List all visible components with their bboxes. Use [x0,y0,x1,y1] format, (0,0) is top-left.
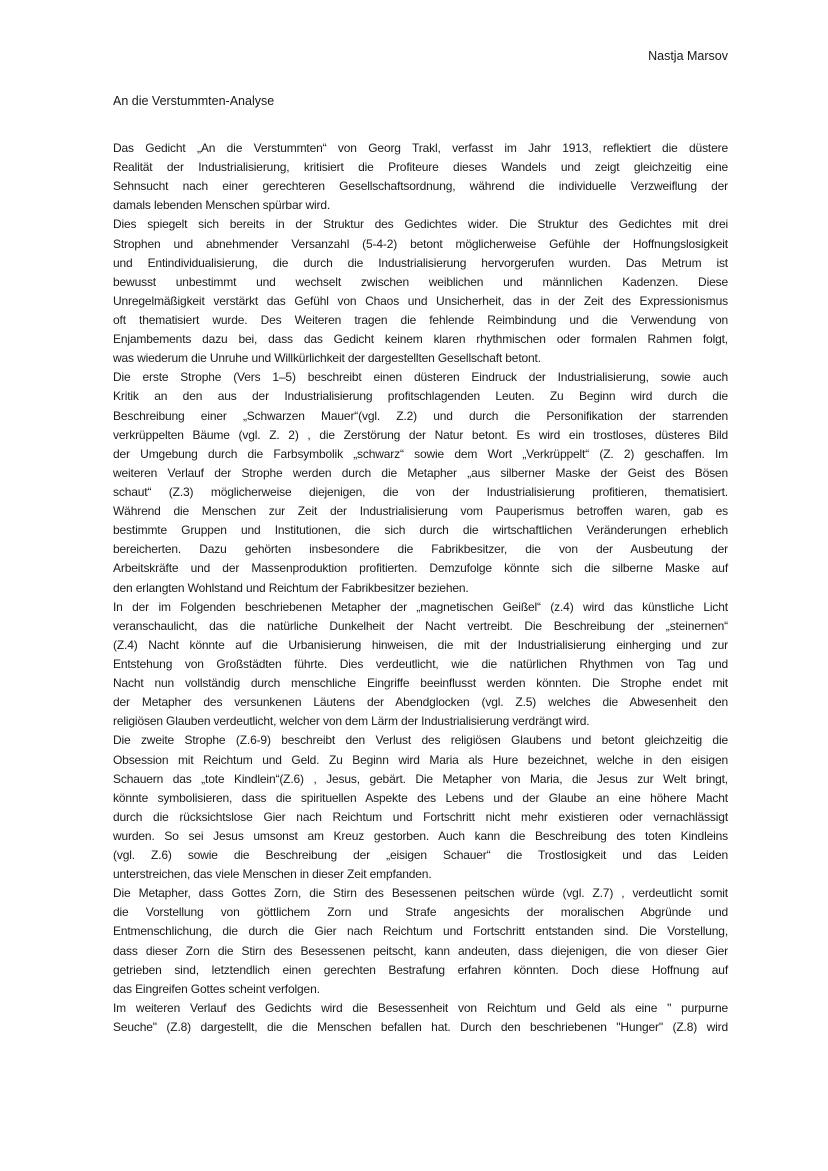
text-line: Unregelmäßigkeit verstärkt das Gefühl von Chaos und Unsicherheit, das in der Zeit des Expressionismus [113,293,728,308]
text-line: Sehnsucht nach einer gerechteren Gesellschaftsordnung, während die individuelle Verzweiflung der [113,179,728,194]
text-line: durch die rücksichtslose Gier nach Reichtum und Fortschritt nicht mehr existieren oder vernachlässigt [113,809,728,824]
text-line: die Vorstellung von göttlichem Zorn und Strafe angesichts der moralischen Abgründe und [113,905,728,920]
paragraph [113,215,728,368]
text-line: und Entindividualisierung, die durch die Industrialisierung hervorgerufen wurden. Das Metrum ist [113,255,728,270]
text-line: oft thematisiert wurde. Des Weiteren tragen die fehlende Reimbindung und die Verwendung von [113,312,728,327]
document-body [113,139,728,1037]
paragraph [113,598,728,732]
text-line: In der im Folgenden beschriebenen Metapher der „magnetischen Geißel“ (z.4) wird das künstliche Licht [113,599,728,614]
text-line: Schauern das „tote Kindlein“(Z.6) , Jesus, gebärt. Die Metapher von Maria, die Jesus zur Welt bringt, [113,771,728,786]
text-line: Enjambements dazu bei, dass das Gedicht keinem klaren rhythmischen oder formalen Rahmen folgt, [113,332,728,347]
document-title: An die Verstummten-Analyse [113,94,275,108]
text-line: Seuche" (Z.8) dargestellt, die die Menschen befallen hat. Durch den beschriebenen "Hunger" (Z.8) wird [113,1020,728,1035]
text-line: Dies spiegelt sich bereits in der Struktur des Gedichtes wider. Die Struktur des Gedichtes mit drei [113,217,728,232]
text-line: Während die Menschen zur Zeit der Industrialisierung vom Pauperismus betroffen waren, gab es [113,504,728,519]
paragraph [113,368,728,597]
text-line: Realität der Industrialisierung, kritisiert die Profiteure dieses Wandels und zeigt gleichzeitig eine [113,160,728,175]
text-line: Die erste Strophe (Vers 1–5) beschreibt einen düsteren Eindruck der Industrialisierung, sowie auch [113,370,728,385]
text-line: das Eingreifen Gottes scheint verfolgen. [113,981,320,996]
text-line: Das Gedicht „An die Verstummten“ von Georg Trakl, verfasst im Jahr 1913, reflektiert die düstere [113,141,728,155]
text-line: (Z.4) Nacht könnte auf die Urbanisierung hinweisen, die mit der Industrialisierung einherging und zur [113,637,728,652]
text-line: den erlangten Wohlstand und Reichtum der Fabrikbesitzer beziehen. [113,580,469,595]
text-line: Entmenschlichung, die durch die Gier nach Reichtum und Fortschritt entstanden sind. Die Vorstellung, [113,924,728,939]
text-line: weiteren Verlauf der Strophe werden durch die Metapher „aus silberner Maske der Geist des Bösen [113,465,728,480]
paragraph [113,139,728,215]
text-line: damals lebenden Menschen spürbar wird. [113,198,331,213]
text-line: (vgl. Z.6) sowie die Beschreibung der „eisigen Schauer“ die Trostlosigkeit und das Leiden [113,848,728,863]
text-line: Strophen und abnehmender Versanzahl (5-4-2) betont möglicherweise Gefühle der Hoffnungslosigkeit [113,236,728,251]
text-line: dass dieser Zorn die Stirn des Besessenen peitscht, kann andeuten, dass diejenigen, die von dieser Gier [113,943,728,958]
text-line: religiösen Glauben verdeutlicht, welcher von dem Lärm der Industrialisierung verdrängt wird. [113,714,590,729]
paragraph [113,884,728,999]
text-line: der Umgebung durch die Farbsymbolik „schwarz“ sowie dem Wort „Verkrüppelt“ (Z. 2) geschaffen. Im [113,446,728,461]
text-line: bereicherten. Dazu gehörten insbesondere die Fabrikbesitzer, die von der Ausbeutung der [113,542,728,557]
text-line: was wiederum die Unruhe und Willkürlichkeit der dargestellten Gesellschaft betont. [113,351,541,366]
text-line: verkrüppelten Bäume (vgl. Z. 2) , die Zerstörung der Natur betont. Es wird ein trostloses, düsteres Bild [113,427,728,442]
text-line: könnte symbolisieren, dass die spirituellen Aspekte des Lebens und der Glaube an eine höhere Macht [113,790,728,805]
text-line: Die Metapher, dass Gottes Zorn, die Stirn des Besessenen peitschen würde (vgl. Z.7) , verdeutlicht somit [113,886,728,901]
text-line: Obsession mit Reichtum und Geld. Zu Beginn wird Maria als Hure bezeichnet, welche in den eisigen [113,752,728,767]
text-line: bewusst unbestimmt und wechselt zwischen weiblichen und männlichen Kadenzen. Diese [113,274,728,289]
text-line: Beschreibung einer „Schwarzen Mauer“(vgl. Z.2) und durch die Personifikation der starrenden [113,408,728,423]
text-line: Im weiteren Verlauf des Gedichts wird die Besessenheit von Reichtum und Geld als eine " purpurne [113,1000,728,1015]
paragraph [113,999,728,1037]
text-line: bestimmte Gruppen und Institutionen, die sich durch die wirtschaftlichen Veränderungen erheblich [113,523,728,538]
text-line: veranschaulicht, das die natürliche Dunkelheit der Nacht vertreibt. Die Beschreibung der „steinernen“ [113,618,728,633]
text-line: schaut“ (Z.3) möglicherweise diejenigen, die von der Industrialisierung profitieren, thematisiert. [113,484,728,499]
paragraph [113,731,728,884]
text-line: der Metapher des versunkenen Läutens der Abendglocken (vgl. Z.5) welches die Abwesenheit den [113,695,728,710]
text-line: Die zweite Strophe (Z.6-9) beschreibt den Verlust des religiösen Glaubens und betont gleichzeitig die [113,733,728,748]
text-line: wurden. So sei Jesus umsonst am Kreuz gestorben. Auch kann die Beschreibung des toten Kindleins [113,828,728,843]
author-name: Nastja Marsov [648,49,728,63]
text-line: Arbeitskräfte und der Massenproduktion profitierten. Demzufolge könnte sich die silberne Maske auf [113,561,728,576]
text-line: Nacht nun vollständig durch menschliche Eingriffe beeinflusst werden könnten. Die Strophe endet mit [113,676,728,691]
text-line: Kritik an den aus der Industrialisierung profitschlagenden Leuten. Zu Beginn wird durch die [113,389,728,404]
text-line: getrieben sind, letztendlich einen gerechten Bestrafung erfahren könnten. Doch diese Hoffnung auf [113,962,728,977]
text-line: Entstehung von Großstädten führte. Dies verdeutlicht, wie die natürlichen Rhythmen von Tag und [113,656,728,671]
text-line: unterstreichen, das viele Menschen in dieser Zeit empfanden. [113,867,432,882]
